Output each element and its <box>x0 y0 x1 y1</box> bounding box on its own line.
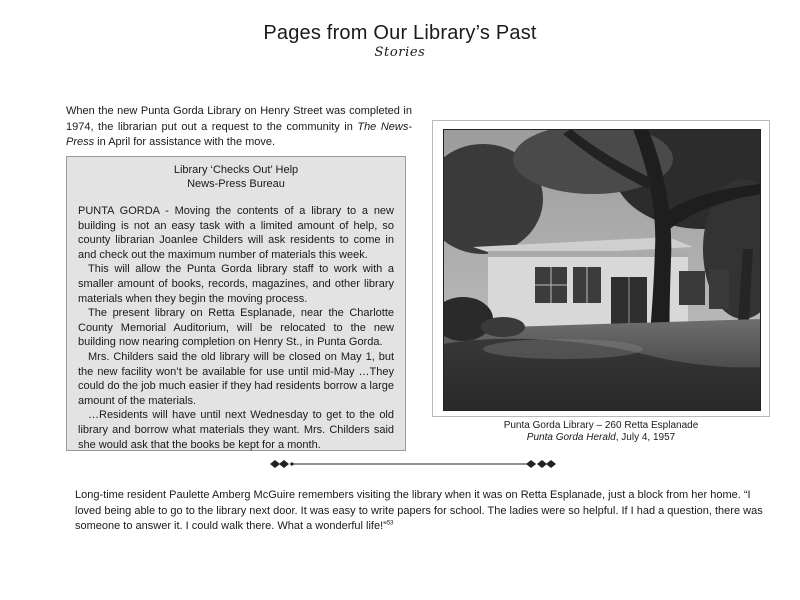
page-title: Pages from Our Library’s Past <box>263 22 537 44</box>
intro-text-after: in April for assistance with the move. <box>94 136 276 148</box>
clipping-byline: News-Press Bureau <box>187 178 285 190</box>
clipping-paragraph: PUNTA GORDA - Moving the contents of a library to a new building is not an easy task with a limited amount of help, so county librarian Joanlee Childers will ask residents to come in and check out the maximum number of materials this week. <box>78 205 394 261</box>
intro-paragraph <box>66 104 412 151</box>
clipping-body <box>67 204 405 452</box>
clipping-headline: Library ‘Checks Out’ Help <box>173 164 299 176</box>
caption-source-line <box>432 432 770 444</box>
clipping-paragraph: This will allow the Punta Gorda library staff to work with a smaller amount of books, records, magazines, and other library materials when they begin the moving process. <box>78 263 394 305</box>
library-building-photo <box>443 129 761 411</box>
closing-quote-paragraph <box>75 488 770 535</box>
ornamental-divider <box>268 457 558 471</box>
intro-text-before: When the new Punta Gorda Library on Henry Street was completed in 1974, the librarian put out a request to the community in <box>66 105 412 133</box>
footnote-marker: 53 <box>386 520 394 527</box>
page-subtitle: Stories <box>374 45 426 60</box>
caption-source: Punta Gorda Herald <box>526 432 616 443</box>
clipping-header <box>67 163 405 191</box>
closing-text: Long-time resident Paulette Amberg McGuire remembers visiting the library when it was on Retta Esplanade, just a block from her home. “I loved being able to go to the library next door. It was easy to write papers for school. The ladies were so helpful. If I had a question, there was someone to answer it. I could walk there. What a wonderful life!” <box>75 489 763 532</box>
clipping-paragraph: The present library on Retta Esplanade, near the Charlotte County Memorial Auditorium, will be relocated to the new building now nearing completion on Henry St., in Punta Gorda. <box>78 307 394 349</box>
caption-line: Punta Gorda Library – 260 Retta Esplanade <box>503 420 699 431</box>
caption-date: , July 4, 1957 <box>615 432 676 443</box>
newspaper-name: The News-Press <box>66 120 412 148</box>
clipping-paragraph: …Residents will have until next Wednesday to get to the old library and borrow what materials they want. Mrs. Childers said she would ask that the books be kept for a month. <box>78 409 394 451</box>
clipping-paragraph: Mrs. Childers said the old library will be closed on May 1, but the new facility won’t be available for use until mid-May …They could do the job much easier if they had residents borrow a large amount of the materials. <box>78 350 394 407</box>
page-header <box>0 22 800 60</box>
photo-frame <box>432 120 770 417</box>
photo-caption <box>432 420 770 444</box>
news-clipping-box <box>66 156 406 451</box>
